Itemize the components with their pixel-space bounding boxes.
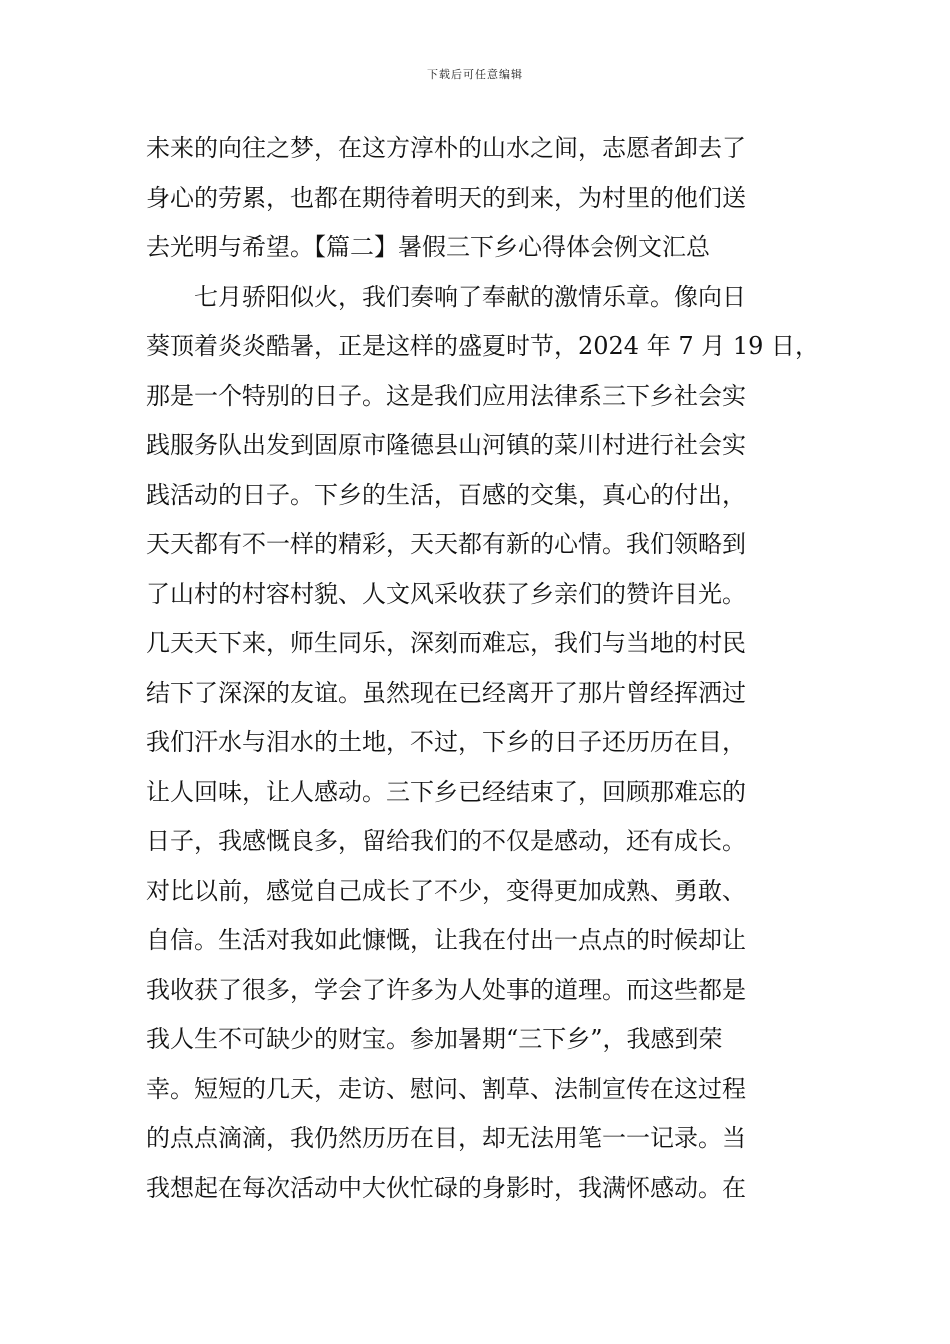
text-line: 我人生不可缺少的财宝。参加暑期“三下乡”，我感到荣 [146,1025,723,1053]
text-line: 几天天下来，师生同乐，深刻而难忘，我们与当地的村民 [146,629,746,657]
text-line: 对比以前，感觉自己成长了不少，变得更加成熟、勇敢、 [146,876,746,905]
text-line: 我收获了很多，学会了许多为人处事的道理。而这些都是 [146,975,746,1004]
text-line: 未来的向往之梦，在这方淳朴的山水之间，志愿者卸去了 [146,134,746,162]
text-line: 让人回味，让人感动。三下乡已经结束了，回顾那难忘的 [146,777,746,806]
text-line: 葵顶着炎炎酷暑，正是这样的盛夏时节，2024 年 7 月 19 日， [146,332,820,360]
text-line: 那是一个特别的日子。这是我们应用法律系三下乡社会实 [146,381,746,410]
page-header: 下载后可任意编辑 [427,68,523,81]
text-line: 践服务队出发到固原市隆德县山河镇的菜川村进行社会实 [146,431,746,459]
text-line: 了山村的村容村貌、人文风采收获了乡亲们的赞许目光。 [146,579,746,608]
text-line: 的点点滴滴，我仍然历历在目，却无法用笔一一记录。当 [146,1124,746,1152]
document-body [146,124,820,1213]
text-line: 天天都有不一样的精彩，天天都有新的心情。我们领略到 [146,530,746,558]
text-line: 我们汗水与泪水的土地，不过，下乡的日子还历历在目， [146,728,746,756]
text-line: 我想起在每次活动中大伙忙碌的身影时，我满怀感动。在 [146,1173,746,1202]
text-line: 幸。短短的几天，走访、慰问、割草、法制宣传在这过程 [146,1074,746,1103]
text-line: 践活动的日子。下乡的生活，百感的交集，真心的付出， [146,480,746,509]
text-line: 自信。生活对我如此慷慨，让我在付出一点点的时候却让 [146,926,746,954]
text-line: 去光明与希望。【篇二】暑假三下乡心得体会例文汇总 [146,233,710,261]
text-line: 日子，我感慨良多，留给我们的不仅是感动，还有成长。 [146,827,746,855]
text-line: 结下了深深的友谊。虽然现在已经离开了那片曾经挥洒过 [146,678,746,707]
text-line: 身心的劳累，也都在期待着明天的到来，为村里的他们送 [146,183,746,212]
text-line: 七月骄阳似火，我们奏响了奉献的激情乐章。像向日 [146,282,746,311]
